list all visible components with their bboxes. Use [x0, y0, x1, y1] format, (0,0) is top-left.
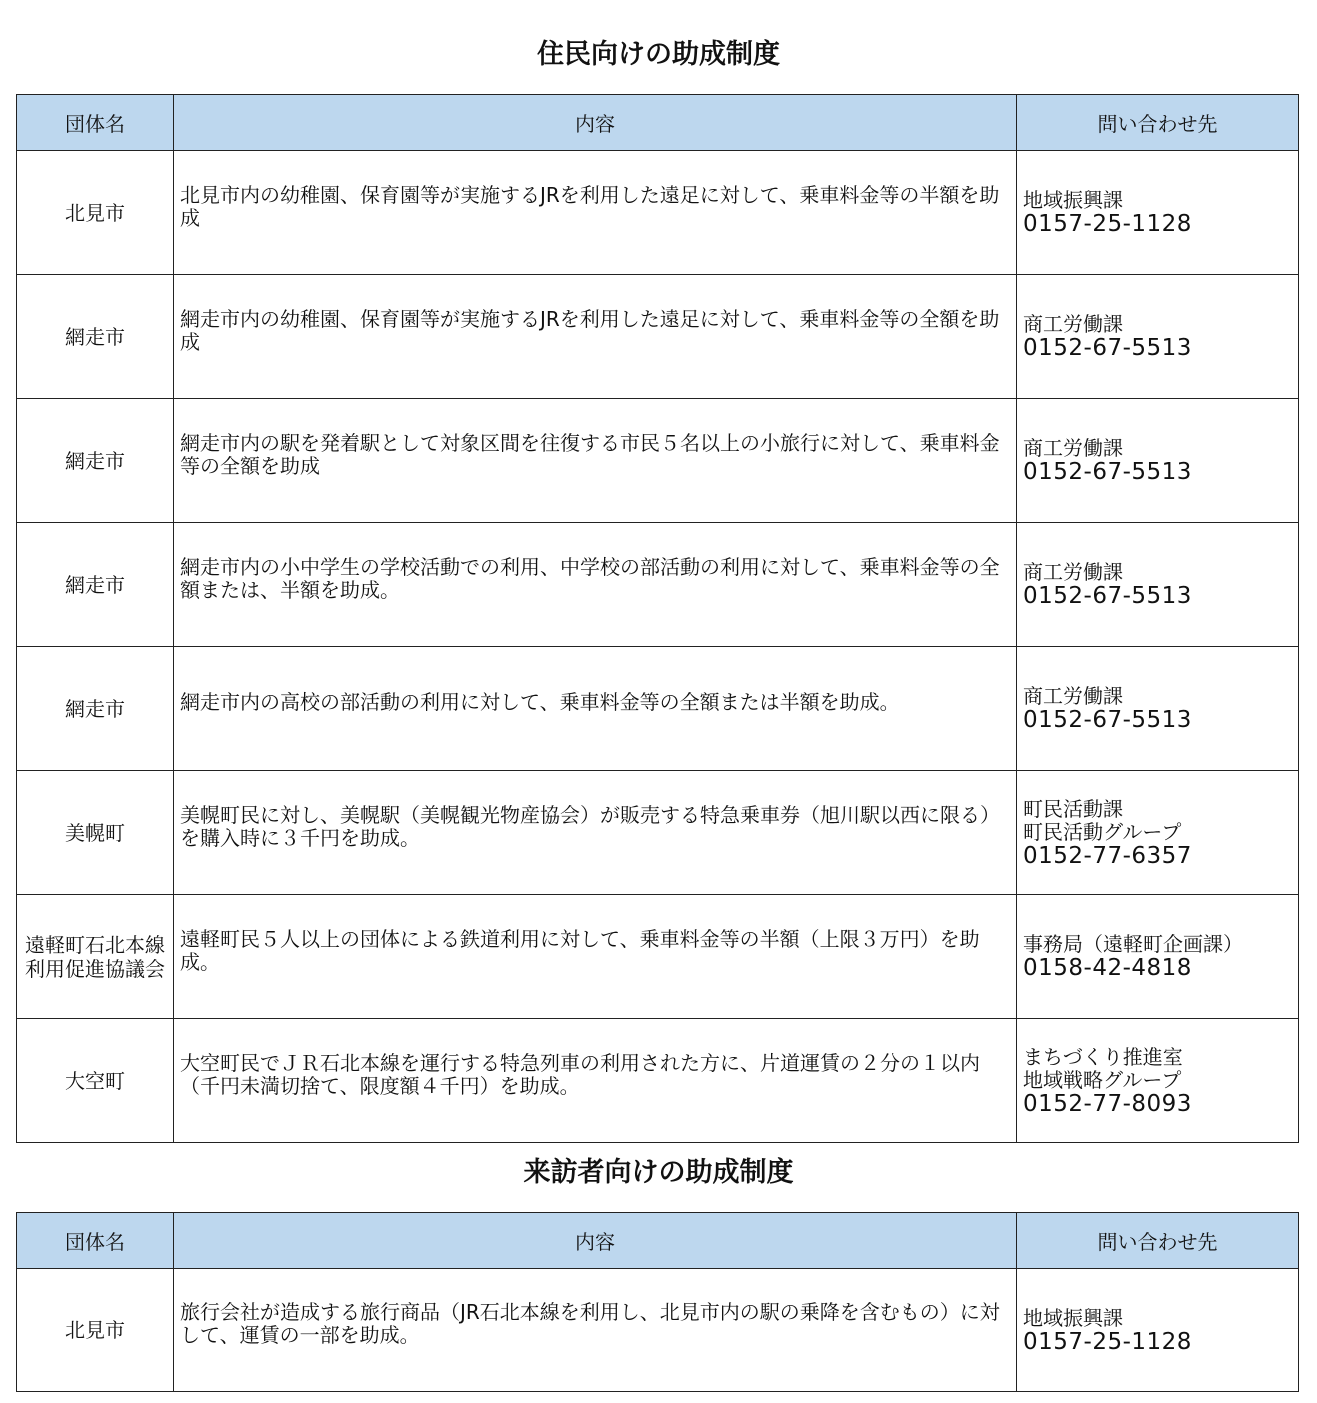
contact-cell [1017, 1269, 1299, 1392]
table-header-row [17, 1213, 1299, 1269]
contact-phone: 0152-67-5513 [1023, 583, 1192, 609]
contact-group: 町民活動グループ [1023, 819, 1182, 844]
table-row [17, 399, 1299, 523]
contact-cell [1017, 275, 1299, 399]
table-row [17, 647, 1299, 771]
contact-cell [1017, 647, 1299, 771]
contact-phone: 0157-25-1128 [1023, 1328, 1192, 1355]
org-cell: 網走市 [17, 647, 174, 771]
contact-department: 地域振興課 [1023, 188, 1123, 212]
org-cell: 網走市 [17, 399, 174, 523]
contact-department: 商工労働課 [1023, 312, 1123, 336]
contact-phone: 0157-25-1128 [1023, 211, 1192, 237]
contact-department: 町民活動課 [1023, 796, 1123, 821]
table-row [17, 1269, 1299, 1392]
contact-phone: 0152-77-6357 [1023, 842, 1192, 869]
table-row [17, 895, 1299, 1019]
content-cell: 網走市内の駅を発着駅として対象区間を往復する市民５名以上の小旅行に対して、乗車料金等の全額を助成 [174, 399, 1017, 523]
org-cell: 遠軽町石北本線利用促進協議会 [17, 895, 174, 1019]
visitor-grant-table [16, 1212, 1299, 1392]
org-cell: 北見市 [17, 151, 174, 275]
table-row [17, 1019, 1299, 1143]
header-content: 内容 [174, 1213, 1017, 1269]
contact-department: まちづくり推進室 [1023, 1044, 1183, 1069]
contact-phone: 0152-67-5513 [1023, 335, 1192, 361]
org-cell: 北見市 [17, 1269, 174, 1392]
contact-cell [1017, 771, 1299, 895]
content-cell: 旅行会社が造成する旅行商品（JR石北本線を利用し、北見市内の駅の乗降を含むもの）に対して、運賃の一部を助成。 [174, 1269, 1017, 1392]
contact-department: 地域振興課 [1023, 1305, 1123, 1330]
contact-cell [1017, 1019, 1299, 1143]
contact-department: 商工労働課 [1023, 560, 1123, 584]
contact-phone: 0152-77-8093 [1023, 1090, 1192, 1117]
contact-phone: 0152-67-5513 [1023, 707, 1192, 733]
contact-cell [1017, 523, 1299, 647]
header-contact: 問い合わせ先 [1017, 95, 1299, 151]
table-row [17, 771, 1299, 895]
header-org: 団体名 [17, 95, 174, 151]
contact-phone: 0152-67-5513 [1023, 459, 1192, 485]
header-org: 団体名 [17, 1213, 174, 1269]
contact-department: 商工労働課 [1023, 436, 1123, 460]
contact-cell [1017, 151, 1299, 275]
table-row [17, 151, 1299, 275]
resident-grant-table [16, 94, 1299, 1143]
contact-phone: 0158-42-4818 [1023, 955, 1192, 981]
table-row [17, 523, 1299, 647]
org-cell: 大空町 [17, 1019, 174, 1143]
contact-department: 事務局（遠軽町企画課） [1023, 932, 1243, 956]
content-cell: 遠軽町民５人以上の団体による鉄道利用に対して、乗車料金等の半額（上限３万円）を助成。 [174, 895, 1017, 1019]
org-cell: 網走市 [17, 523, 174, 647]
content-cell: 網走市内の小中学生の学校活動での利用、中学校の部活動の利用に対して、乗車料金等の全額または、半額を助成。 [174, 523, 1017, 647]
contact-department: 商工労働課 [1023, 684, 1123, 708]
contact-cell [1017, 399, 1299, 523]
org-cell: 美幌町 [17, 771, 174, 895]
content-cell: 北見市内の幼稚園、保育園等が実施するJRを利用した遠足に対して、乗車料金等の半額を助成 [174, 151, 1017, 275]
content-cell: 大空町民でＪＲ石北本線を運行する特急列車の利用された方に、片道運賃の２分の１以内（千円未満切捨て、限度額４千円）を助成。 [174, 1019, 1017, 1143]
contact-group: 地域戦略グループ [1023, 1067, 1182, 1092]
table-row [17, 275, 1299, 399]
header-contact: 問い合わせ先 [1017, 1213, 1299, 1269]
content-cell: 網走市内の幼稚園、保育園等が実施するJRを利用した遠足に対して、乗車料金等の全額を助成 [174, 275, 1017, 399]
resident-section-title: 住民向けの助成制度 [537, 39, 780, 70]
org-cell: 網走市 [17, 275, 174, 399]
content-cell: 美幌町民に対し、美幌駅（美幌観光物産協会）が販売する特急乗車券（旭川駅以西に限る）を購入時に３千円を助成。 [174, 771, 1017, 895]
contact-cell [1017, 895, 1299, 1019]
visitor-section-title: 来訪者向けの助成制度 [523, 1157, 794, 1188]
header-content: 内容 [174, 95, 1017, 151]
content-cell: 網走市内の高校の部活動の利用に対して、乗車料金等の全額または半額を助成。 [174, 647, 1017, 771]
table-header-row [17, 95, 1299, 151]
